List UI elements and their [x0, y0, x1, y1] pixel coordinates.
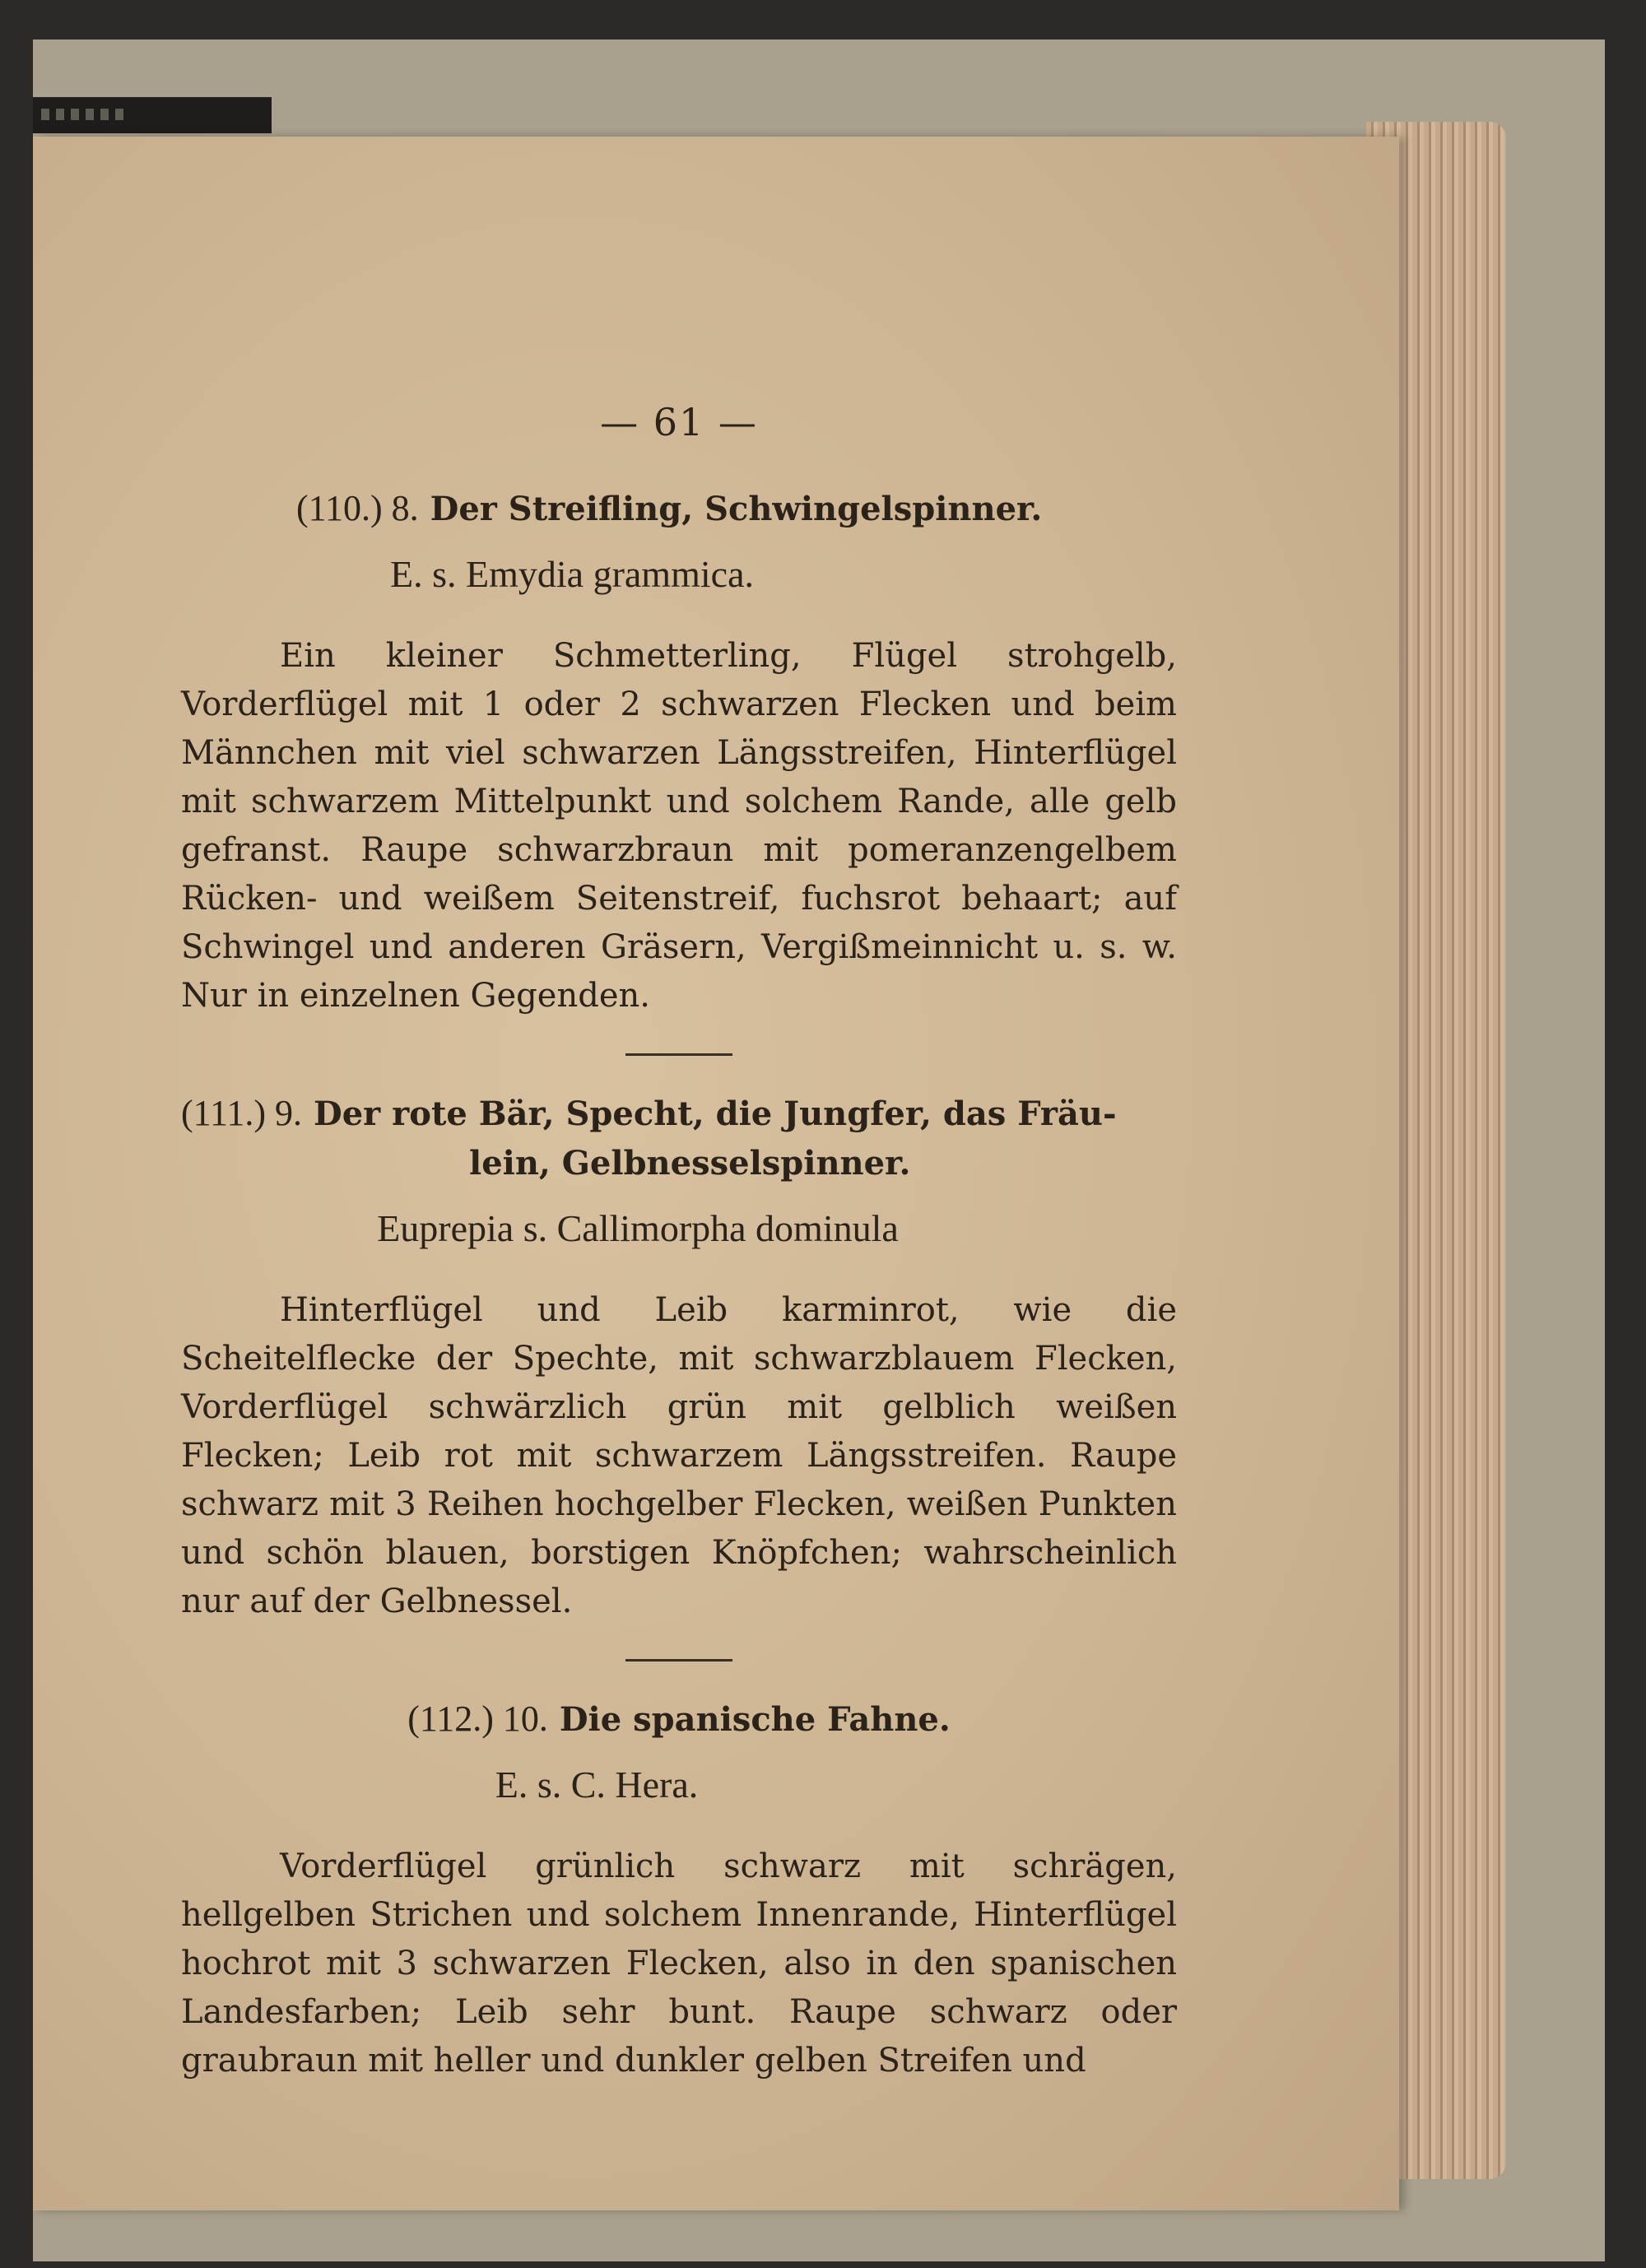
mounting-board [33, 40, 1605, 2261]
section-112-heading [181, 1694, 1177, 1745]
section-112-title: Die spanische Fahne. [559, 1700, 951, 1739]
page-text [181, 400, 1177, 2085]
section-divider [625, 1053, 732, 1056]
section-110-title: Der Streifling, Schwingelspinner. [430, 490, 1043, 528]
strip-pattern [41, 109, 123, 120]
section-111-heading [181, 1089, 1177, 1188]
section-111-number: (111.) 9. [181, 1093, 303, 1133]
section-111-title-cont: lein, Gelbnesselspinner. [469, 1144, 911, 1183]
section-110-body: Ein kleiner Schmetterling, Flügel strohgelb, Vorderflügel mit 1 oder 2 schwarzen Flecken und beim Männchen mit viel schwarzen Längsstreifen, Hinterflügel mit schwarzem Mittelpunkt und solchem Rande, alle gelb gefranst. Raupe schwarzbraun mit pomeranzengelbem Rücken- und weißem Seitenstreif, fuchsrot behaart; auf Schwingel und anderen Gräsern, Vergißmeinnicht u. s. w. Nur in einzelnen Gegenden. [181, 637, 1177, 1015]
section-112-body: Vorderflügel grünlich schwarz mit schrägen, hellgelben Strichen und solchem Innenrande, Hinterflügel hochrot mit 3 schwarzen Flecken, also in den spanischen Landesfarben; Leib sehr bunt. Raupe schwarz oder graubraun mit heller und dunkler gelben Streifen und [181, 1847, 1177, 2080]
page-number: — 61 — [600, 400, 758, 444]
section-112-number: (112.) 10. [407, 1699, 548, 1739]
label-strip [33, 97, 272, 133]
section-divider [625, 1659, 732, 1661]
section-111-latin: Euprepia s. Callimorpha dominula [377, 1207, 899, 1249]
book-page [33, 137, 1399, 2210]
section-110-heading [181, 484, 1177, 534]
section-112-latin: E. s. C. Hera. [495, 1764, 699, 1806]
section-111-title: Der rote Bär, Specht, die Jungfer, das Fräu- [314, 1094, 1117, 1133]
section-110-number: (110.) 8. [296, 488, 419, 528]
section-110-latin: E. s. Emydia grammica. [390, 553, 754, 595]
section-111-body: Hinterflügel und Leib karminrot, wie die Scheitelflecke der Spechte, mit schwarzblauem Flecken, Vorderflügel schwärzlich grün mit gelblich weißen Flecken; Leib rot mit schwarzem Längsstreifen. Raupe schwarz mit 3 Reihen hochgelber Flecken, weißen Punkten und schön blauen, borstigen Knöpfchen; wahrscheinlich nur auf der Gelbnessel. [181, 1291, 1177, 1620]
